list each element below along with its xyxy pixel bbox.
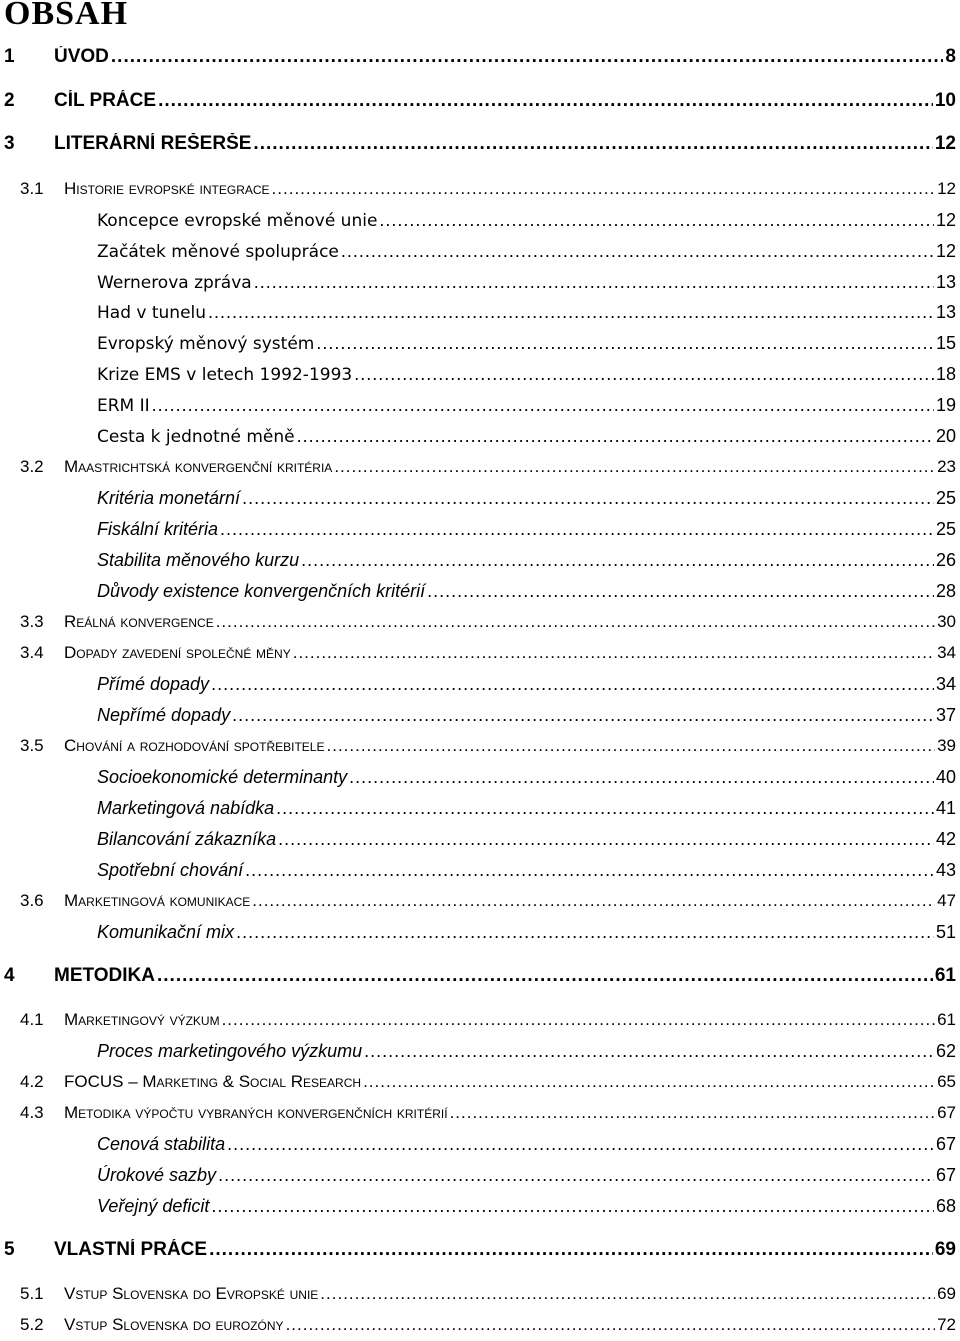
toc-entry-page: 72: [937, 1315, 956, 1334]
toc-entry-page: 12: [935, 210, 956, 230]
toc-entry-page: 20: [935, 426, 956, 446]
toc-entry-page: 41: [935, 798, 956, 818]
toc-entry[interactable]: [0, 519, 956, 545]
dot-leader: [227, 1134, 934, 1155]
dot-leader: [286, 1315, 936, 1335]
dot-leader: [327, 736, 936, 756]
toc-entry[interactable]: [0, 364, 956, 390]
dot-leader: [254, 272, 934, 293]
toc-entry[interactable]: [0, 1041, 956, 1067]
toc-entry-page: 68: [935, 1196, 956, 1216]
toc-entry-number: 5.2: [20, 1315, 44, 1334]
toc-entry-number: 1: [4, 46, 15, 67]
toc-entry-title: Důvody existence konvergenčních kritérií: [97, 581, 426, 601]
dot-leader: [354, 364, 934, 385]
toc-entry-page: 62: [935, 1041, 956, 1061]
toc-entry-page: 26: [935, 550, 956, 570]
toc-entry-page: 39: [937, 736, 956, 755]
dot-leader: [211, 1196, 934, 1217]
toc-entry-page: 13: [935, 302, 956, 322]
toc-entry-page: 61: [934, 965, 956, 986]
toc-entry-title: Historie evropské integrace: [64, 179, 270, 198]
toc-entry-title: ERM II: [97, 396, 150, 416]
toc-entry-page: 47: [937, 891, 956, 910]
toc-entry-title: Metodika výpočtu vybraných konvergenčních kritérií: [64, 1103, 448, 1122]
toc-entry-title: METODIKA: [54, 965, 155, 986]
toc-entry-page: 67: [935, 1165, 956, 1185]
toc-entry[interactable]: [0, 426, 956, 452]
toc-entry-page: 67: [937, 1103, 956, 1122]
toc-entry-page: 8: [945, 46, 956, 67]
toc-entry[interactable]: [0, 272, 956, 298]
toc-entry-page: 18: [935, 364, 956, 384]
toc-entry-number: 3.5: [20, 736, 44, 755]
dot-leader: [427, 581, 934, 602]
dot-leader: [209, 1239, 933, 1261]
toc-entry-title: Přímé dopady: [97, 674, 210, 694]
dot-leader: [253, 133, 932, 155]
toc-entry[interactable]: [0, 1134, 956, 1160]
dot-leader: [379, 210, 934, 231]
dot-leader: [320, 1284, 935, 1304]
toc-entry[interactable]: [0, 922, 956, 948]
toc-entry[interactable]: [0, 395, 956, 421]
toc-entry-page: 19: [935, 395, 956, 415]
toc-entry-page: 30: [937, 612, 956, 631]
dot-leader: [364, 1041, 934, 1062]
toc-entry[interactable]: [0, 133, 956, 159]
dot-leader: [220, 519, 934, 540]
toc-entry-number: 3.6: [20, 891, 44, 910]
toc-entry-page: 12: [935, 241, 956, 261]
dot-leader: [157, 965, 933, 987]
toc-entry[interactable]: [0, 179, 956, 205]
toc-entry[interactable]: [0, 1103, 956, 1129]
toc-entry-number: 3.1: [20, 179, 44, 198]
toc-entry-page: 51: [935, 922, 956, 942]
toc-entry-page: 25: [935, 519, 956, 539]
toc-entry-title: Vstup Slovenska do Evropské unie: [64, 1284, 319, 1303]
toc-entry-page: 61: [937, 1010, 956, 1029]
dot-leader: [111, 46, 944, 68]
toc-entry-title: Spotřební chování: [97, 860, 244, 880]
toc-entry-page: 23: [937, 457, 956, 476]
toc-entry-title: Vstup Slovenska do eurozóny: [64, 1315, 284, 1334]
dot-leader: [301, 550, 934, 571]
dot-leader: [245, 860, 934, 881]
toc-entry-title: FOCUS – Marketing & Social Research: [64, 1072, 362, 1091]
toc-entry-title: Reálná konvergence: [64, 612, 214, 631]
toc-entry[interactable]: [0, 798, 956, 824]
toc-entry-number: 3.3: [20, 612, 44, 631]
toc-entry[interactable]: [0, 1284, 956, 1310]
toc-entry-page: 42: [935, 829, 956, 849]
toc-entry-number: 4: [4, 965, 15, 986]
toc-entry-title: Chování a rozhodování spotřebitele: [64, 736, 325, 755]
dot-leader: [158, 90, 933, 112]
toc-entry-number: 3.4: [20, 643, 44, 662]
toc-entry-number: 2: [4, 90, 15, 111]
toc-entry-title: ÚVOD: [54, 46, 109, 67]
toc-entry-title: CÍL PRÁCE: [54, 90, 157, 111]
page-title: OBSAH: [4, 0, 129, 32]
toc-entry-title: Cenová stabilita: [97, 1134, 226, 1154]
dot-leader: [152, 395, 934, 416]
toc-entry[interactable]: [0, 1315, 956, 1341]
toc-entry[interactable]: [0, 457, 956, 483]
toc-entry-number: 5.1: [20, 1284, 44, 1303]
toc-entry[interactable]: [0, 891, 956, 917]
toc-entry-title: Marketingový výzkum: [64, 1010, 220, 1029]
dot-leader: [218, 1165, 934, 1186]
toc-entry-page: 67: [935, 1134, 956, 1154]
toc-entry-page: 34: [937, 643, 956, 662]
toc-entry[interactable]: [0, 581, 956, 607]
toc-entry-title: Koncepce evropské měnové unie: [97, 211, 378, 231]
dot-leader: [276, 798, 934, 819]
toc-entry-title: Veřejný deficit: [97, 1196, 210, 1216]
toc-entry-title: Bilancování zákazníka: [97, 829, 277, 849]
toc-entry-number: 4.3: [20, 1103, 44, 1122]
dot-leader: [316, 333, 934, 354]
dot-leader: [222, 1010, 936, 1030]
toc-entry[interactable]: [0, 302, 956, 328]
toc-entry[interactable]: [0, 1239, 956, 1265]
toc-entry[interactable]: [0, 488, 956, 514]
toc-entry[interactable]: [0, 767, 956, 793]
toc-entry-page: 13: [935, 272, 956, 292]
toc-entry-page: 12: [934, 133, 956, 154]
toc-entry[interactable]: [0, 1072, 956, 1098]
dot-leader: [297, 426, 934, 447]
toc-entry-title: Stabilita měnového kurzu: [97, 550, 300, 570]
toc-entry-title: Začátek měnové spolupráce: [97, 242, 339, 262]
toc-entry-page: 25: [935, 488, 956, 508]
dot-leader: [334, 457, 935, 477]
toc-entry[interactable]: [0, 674, 956, 700]
toc-entry-number: 5: [4, 1239, 15, 1260]
dot-leader: [208, 302, 934, 323]
toc-entry-page: 69: [937, 1284, 956, 1303]
dot-leader: [272, 179, 936, 199]
toc-entry-title: Marketingová nabídka: [97, 798, 275, 818]
dot-leader: [341, 241, 934, 262]
toc-entry[interactable]: [0, 1196, 956, 1222]
dot-leader: [252, 891, 935, 911]
toc-entry-title: Krize EMS v letech 1992-1993: [97, 365, 353, 385]
toc-entry-page: 10: [934, 90, 956, 111]
toc-entry-title: Proces marketingového výzkumu: [97, 1041, 363, 1061]
toc-entry[interactable]: [0, 550, 956, 576]
toc-entry-page: 69: [934, 1239, 956, 1260]
toc-entry-page: 65: [937, 1072, 956, 1091]
toc-entry-title: Fiskální kritéria: [97, 519, 219, 539]
toc-entry-title: Úrokové sazby: [97, 1165, 217, 1185]
toc-entry[interactable]: [0, 736, 956, 762]
toc-entry-title: Socioekonomické determinanty: [97, 767, 348, 787]
dot-leader: [216, 612, 935, 632]
dot-leader: [278, 829, 934, 850]
toc-entry[interactable]: [0, 210, 956, 236]
toc-entry[interactable]: [0, 643, 956, 669]
toc-entry-title: Maastrichtská konvergenční kritéria: [64, 457, 333, 476]
toc-entry-title: Had v tunelu: [97, 303, 207, 323]
toc-entry-title: VLASTNÍ PRÁCE: [54, 1239, 208, 1260]
toc-entry[interactable]: [0, 1165, 956, 1191]
dot-leader: [211, 674, 934, 695]
dot-leader: [236, 922, 934, 943]
toc-entry[interactable]: [0, 241, 956, 267]
toc-entry-number: 3.2: [20, 457, 44, 476]
toc-entry-title: Nepřímé dopady: [97, 705, 231, 725]
dot-leader: [363, 1072, 935, 1092]
toc-entry-title: Cesta k jednotné měně: [97, 427, 295, 447]
toc-entry[interactable]: [0, 1010, 956, 1036]
toc-entry-number: 4.2: [20, 1072, 44, 1091]
toc-entry[interactable]: [0, 860, 956, 886]
toc-entry-page: 40: [935, 767, 956, 787]
toc-entry-title: Kritéria monetární: [97, 488, 241, 508]
toc-entry-number: 4.1: [20, 1010, 44, 1029]
toc-entry[interactable]: [0, 612, 956, 638]
dot-leader: [349, 767, 934, 788]
dot-leader: [450, 1103, 936, 1123]
dot-leader: [242, 488, 934, 509]
toc-entry-page: 37: [935, 705, 956, 725]
toc-entry-number: 3: [4, 133, 15, 154]
toc-entry[interactable]: [0, 333, 956, 359]
toc-entry-title: Wernerova zpráva: [97, 273, 252, 293]
dot-leader: [232, 705, 934, 726]
toc-entry[interactable]: [0, 705, 956, 731]
dot-leader: [293, 643, 935, 663]
toc-entry[interactable]: [0, 90, 956, 116]
toc-entry-title: Dopady zavedení společné měny: [64, 643, 291, 662]
toc-entry[interactable]: [0, 829, 956, 855]
toc-entry-page: 34: [935, 674, 956, 694]
toc-entry-page: 12: [937, 179, 956, 198]
toc-entry[interactable]: [0, 965, 956, 991]
toc-entry-title: Marketingová komunikace: [64, 891, 251, 910]
toc-entry-title: Evropský měnový systém: [97, 334, 315, 354]
toc-entry[interactable]: [0, 46, 956, 72]
toc-entry-page: 43: [935, 860, 956, 880]
toc-entry-page: 28: [935, 581, 956, 601]
toc-entry-title: Komunikační mix: [97, 922, 235, 942]
toc-entry-title: LITERÁRNÍ REŠERŠE: [54, 133, 252, 154]
toc-entry-page: 15: [935, 333, 956, 353]
